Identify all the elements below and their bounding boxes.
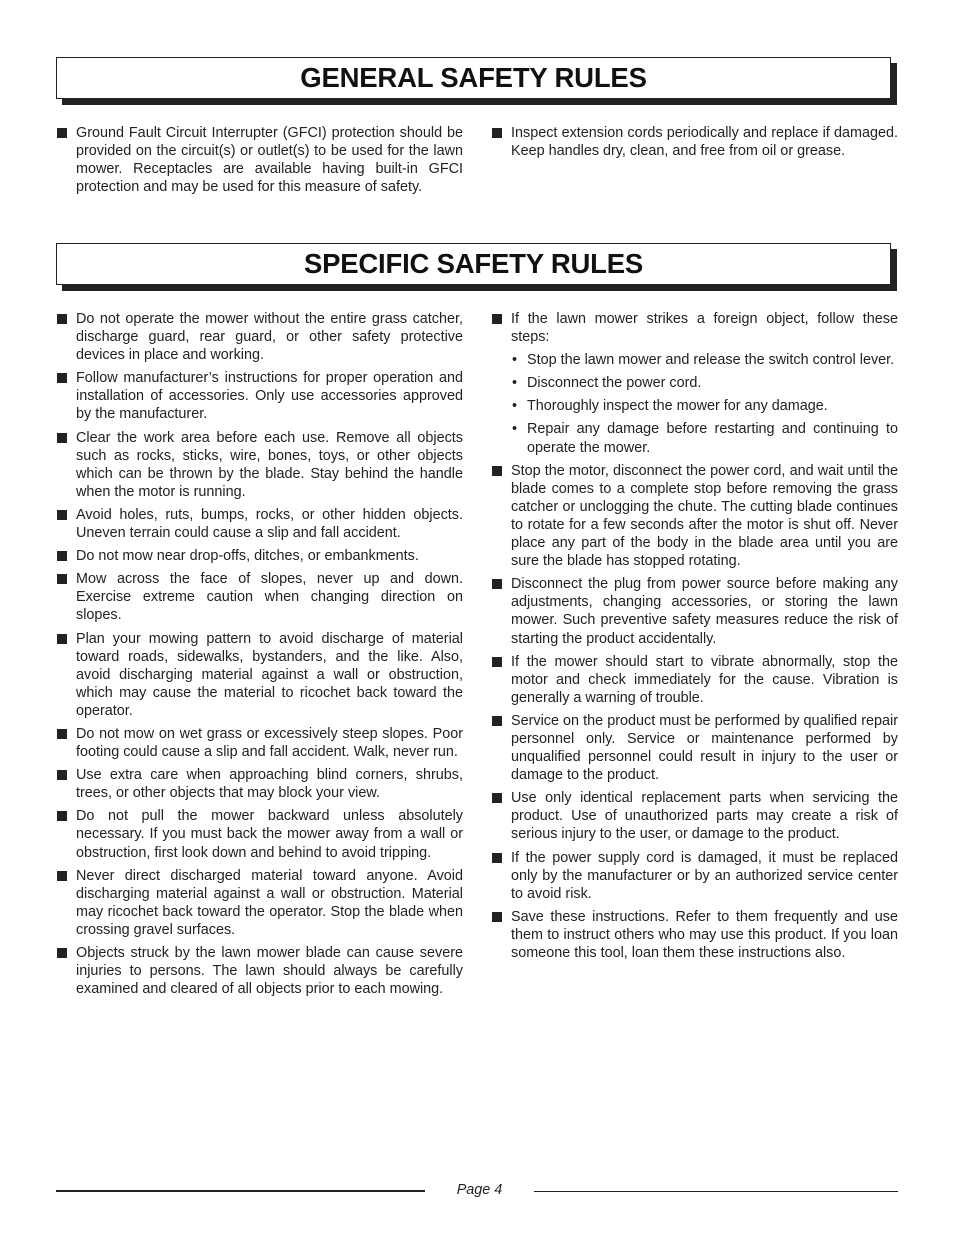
list-item-text: If the lawn mower strikes a foreign object, follow these steps: [511, 311, 898, 346]
list-item: Mow across the face of slopes, never up and down. Exercise extreme caution when changing direction on slopes. [56, 570, 463, 624]
general-left-column [56, 124, 463, 201]
list-item: Do not pull the mower backward unless absolutely necessary. If you must back the mower away from a wall or obstruction, first look down and behind to avoid tripping. [56, 807, 463, 861]
steps-list [511, 351, 898, 456]
list-item: Clear the work area before each use. Remove all objects such as rocks, sticks, wire, bones, toys, or other objects which can be thrown by the blade. Stay behind the handle when the motor is running. [56, 429, 463, 501]
list-item: Inspect extension cords periodically and replace if damaged. Keep handles dry, clean, and free from oil or grease. [491, 124, 898, 160]
step-item: • Stop the lawn mower and release the switch control lever. [511, 351, 898, 369]
list-item: Service on the product must be performed by qualified repair personnel only. Service or maintenance performed by unqualified personnel could result in injury to the user or damage to the product. [491, 712, 898, 784]
footer-rule-left [56, 1190, 425, 1192]
list-item: Save these instructions. Refer to them frequently and use them to instruct others who may use this product. If you loan someone this tool, loan them these instructions also. [491, 908, 898, 962]
specific-right-column [491, 310, 898, 967]
list-item: If the mower should start to vibrate abnormally, stop the motor and check immediately for the cause. Vibration is generally a warning of trouble. [491, 653, 898, 707]
list-item: Plan your mowing pattern to avoid discharge of material toward roads, sidewalks, bystanders, and the like. Also, avoid discharging material against a wall or obstruction, which may cause the material to ricochet back toward the operator. [56, 630, 463, 720]
step-item: • Repair any damage before restarting and continuing to operate the mower. [511, 420, 898, 456]
specific-safety-banner [56, 243, 891, 285]
list-item-foreign-object [491, 310, 898, 457]
list-item: If the power supply cord is damaged, it must be replaced only by the manufacturer or by an authorized service center to avoid risk. [491, 849, 898, 903]
footer-rule-right [534, 1191, 898, 1192]
list-item: Do not operate the mower without the entire grass catcher, discharge guard, rear guard, or other safety protective devices in place and working. [56, 310, 463, 364]
list-item: Ground Fault Circuit Interrupter (GFCI) protection should be provided on the circuit(s) or outlet(s) to be used for the lawn mower. Receptacles are available having built-in GFCI protection and may be used for this measure of safety. [56, 124, 463, 196]
list-item: Do not mow near drop-offs, ditches, or embankments. [56, 547, 463, 565]
list-item: Avoid holes, ruts, bumps, rocks, or other hidden objects. Uneven terrain could cause a slip and fall accident. [56, 506, 463, 542]
specific-left-column [56, 310, 463, 1003]
general-right-column [491, 124, 898, 165]
step-item: • Thoroughly inspect the mower for any damage. [511, 397, 898, 415]
list-item: Stop the motor, disconnect the power cord, and wait until the blade comes to a complete stop before removing the grass catcher or unclogging the chute. The cutting blade continues to rotate for a few seconds after the motor is shut off. Never place any part of the body in the blade area until you are sure the blade has stopped rotating. [491, 462, 898, 571]
specific-safety-title: SPECIFIC SAFETY RULES [303, 248, 644, 279]
general-safety-banner [56, 57, 891, 99]
list-item: Never direct discharged material toward anyone. Avoid discharging material against a wall or obstruction. Material may ricochet back toward the operator. Stop the blade when crossing gravel surfaces. [56, 867, 463, 939]
list-item: Use extra care when approaching blind corners, shrubs, trees, or other objects that may block your view. [56, 766, 463, 802]
step-item: • Disconnect the power cord. [511, 374, 898, 392]
list-item: Objects struck by the lawn mower blade can cause severe injuries to persons. The lawn should always be carefully examined and cleared of all objects prior to each mowing. [56, 944, 463, 998]
list-item: Follow manufacturer’s instructions for proper operation and installation of accessories. Only use accessories approved by the manufacturer. [56, 369, 463, 423]
general-safety-title: GENERAL SAFETY RULES [300, 62, 647, 93]
list-item: Use only identical replacement parts when servicing the product. Use of unauthorized parts may create a risk of serious injury to the user, or damage to the product. [491, 789, 898, 843]
list-item: Do not mow on wet grass or excessively steep slopes. Poor footing could cause a slip and fall accident. Walk, never run. [56, 725, 463, 761]
page-number: Page 4 [456, 1182, 503, 1198]
list-item: Disconnect the plug from power source before making any adjustments, changing accessories, or storing the lawn mower. Such preventive safety measures reduce the risk of starting the product accidentally. [491, 575, 898, 647]
